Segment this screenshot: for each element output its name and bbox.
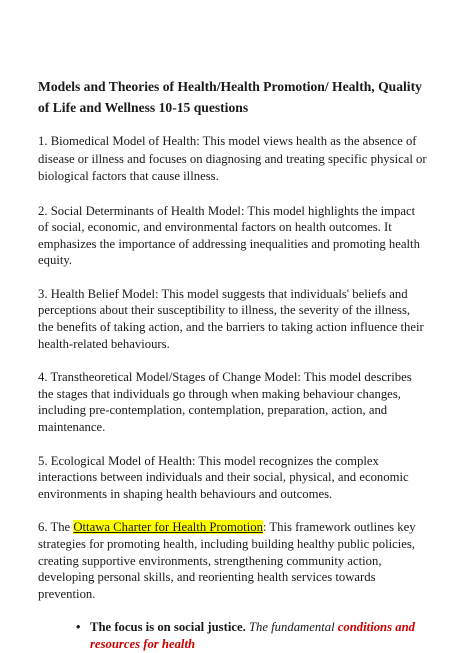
paragraph-health-belief-model: 3. Health Belief Model: This model suggests that individuals' beliefs and perceptions about their susceptibility to illness, the severity of the illness, the benefits of taking action, and the barriers to taking action influence their health-related behaviours. — [38, 286, 424, 351]
list-item — [38, 619, 428, 652]
paragraph-ecological-model: 5. Ecological Model of Health: This model recognizes the complex interactions between individuals and their social, physical, and economic environments in shaping health behaviours and outcomes. — [38, 453, 409, 501]
bullet-italic-text: The fundamental — [245, 620, 338, 635]
bullet-icon: • — [76, 620, 81, 635]
paragraph-ottawa-charter — [38, 519, 428, 602]
paragraph-social-determinants-model: 2. Social Determinants of Health Model: This model highlights the impact of social, economic, and environmental factors on health outcomes. It emphasizes the importance of addressing inequalities and promoting health equity. — [38, 203, 420, 268]
ottawa-charter-highlight: Ottawa Charter for Health Promotion — [73, 520, 263, 535]
ottawa-prefix: 6. The — [38, 520, 74, 535]
bullet-bold-text: The focus is on social justice. — [90, 620, 246, 635]
paragraph-biomedical-model: 1. Biomedical Model of Health: This model views health as the absence of disease or illness and focuses on diagnosing and treating specific physical or biological factors that cause illness. — [38, 134, 427, 183]
ottawa-suffix: : This framework outlines key strategies for promoting health, including building healthy public policies, creating supportive environments, strengthening community action, developing personal skills, and reorienting health services towards prevention. — [38, 520, 416, 601]
paragraph-transtheoretical-model: 4. Transtheoretical Model/Stages of Change Model: This model describes the stages that individuals go through when making behaviour changes, including pre-contemplation, contemplation, preparation, action, and maintenance. — [38, 370, 412, 435]
bullet-list — [38, 619, 428, 652]
bullet-red-emphasis: conditions and resources for health — [90, 620, 415, 651]
document-title: Models and Theories of Health/Health Promotion/ Health, Quality of Life and Wellness 10-15 questions — [38, 79, 422, 115]
